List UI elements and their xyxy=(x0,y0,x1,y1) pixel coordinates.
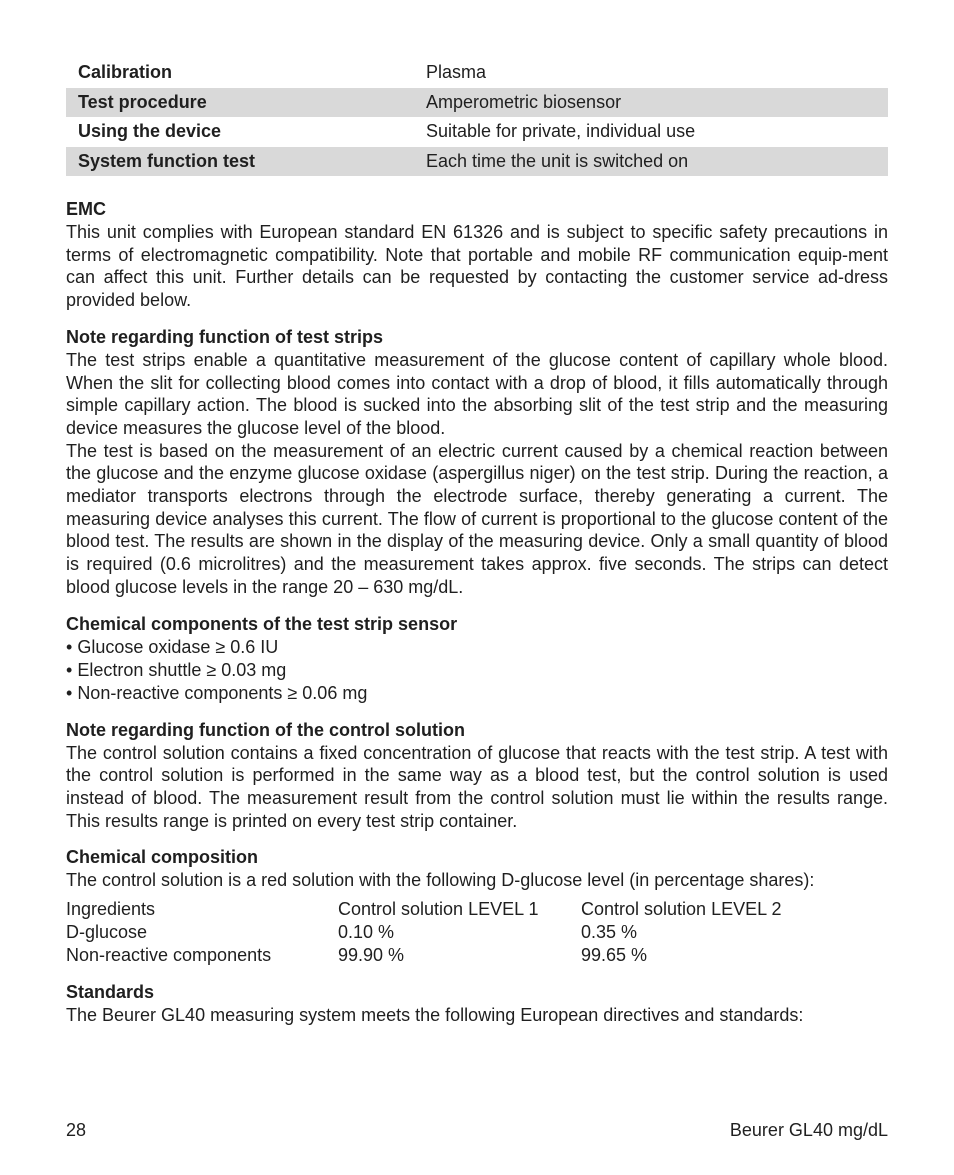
list-item: • Glucose oxidase ≥ 0.6 IU xyxy=(66,636,888,659)
spec-label: Calibration xyxy=(78,62,173,83)
specification-table xyxy=(66,58,888,176)
chemical-components-section xyxy=(66,613,888,705)
spec-row xyxy=(66,58,888,88)
manual-page xyxy=(66,58,888,1027)
table-row xyxy=(66,944,781,967)
spec-row xyxy=(66,117,888,147)
spec-label: System function test xyxy=(66,147,414,177)
spec-label: Test procedure xyxy=(66,88,414,118)
table-cell: Control solution LEVEL 1 xyxy=(338,899,539,920)
list-item: • Electron shuttle ≥ 0.03 mg xyxy=(66,659,888,682)
test-strips-section xyxy=(66,326,888,599)
list-item: • Non-reactive components ≥ 0.06 mg xyxy=(66,682,888,705)
spec-value: Each time the unit is switched on xyxy=(414,147,888,177)
page-number: 28 xyxy=(66,1120,87,1140)
composition-table xyxy=(66,898,781,967)
spec-value: Suitable for private, individual use xyxy=(426,121,696,142)
chemical-composition-section xyxy=(66,846,888,967)
chemical-composition-text: The control solution is a red solution with the following D-glucose level (in percentage shares): xyxy=(66,870,815,891)
control-solution-text: The control solution contains a fixed concentration of glucose that reacts with the test strip. A test with the control solution is performed in the same way as a blood test, but the control solution is used instead of blood. The measurement result from the control solution must lie within the results range. This results range is printed on every test strip container. xyxy=(66,742,888,831)
table-cell: 0.35 % xyxy=(581,922,638,943)
chemical-components-list xyxy=(66,636,888,705)
table-cell: Control solution LEVEL 2 xyxy=(581,899,782,920)
chemical-composition-heading: Chemical composition xyxy=(66,847,259,868)
page-footer xyxy=(66,1120,888,1141)
chemical-components-heading: Chemical components of the test strip sensor xyxy=(66,613,458,634)
standards-heading: Standards xyxy=(66,982,155,1003)
spec-value: Amperometric biosensor xyxy=(414,88,888,118)
spec-label: Using the device xyxy=(78,121,222,142)
table-cell: 0.10 % xyxy=(338,922,395,943)
standards-text: The Beurer GL40 measuring system meets the following European directives and standards: xyxy=(66,1005,804,1026)
emc-text: This unit complies with European standard EN 61326 and is subject to specific safety precautions in terms of electromagnetic compatibility. Note that portable and mobile RF communication equip-ment can affect this unit. Further details can be requested by contacting the customer service ad-dress provided below. xyxy=(66,222,888,311)
table-cell: Ingredients xyxy=(66,899,156,920)
table-cell: 99.90 % xyxy=(338,945,405,966)
spec-row xyxy=(66,147,888,177)
spec-value: Plasma xyxy=(426,62,487,83)
emc-heading: EMC xyxy=(66,199,106,219)
test-strips-paragraph-1: The test strips enable a quantitative measurement of the glucose content of capillary whole blood. When the slit for collecting blood comes into contact with a drop of blood, it fills automatically through simple capillary action. The blood is sucked into the absorbing slit of the test strip and the measuring device measures the glucose level of the blood. xyxy=(66,349,888,438)
table-cell: Non-reactive components xyxy=(66,945,272,966)
table-cell: D-glucose xyxy=(66,922,148,943)
test-strips-paragraph-2: The test is based on the measurement of an electric current caused by a chemical reaction between the glucose and the enzyme glucose oxidase (aspergillus niger) on the test strip. During the reaction, a mediator transports electrons through the electrode surface, thereby generating a current. The measuring device analyses this current. The flow of current is proportional to the glucose content of the blood test. The results are shown in the display of the measuring device. Only a small quantity of blood is required (0.6 microlitres) and the measurement takes approx. five seconds. The strips can detect blood glucose levels in the range 20 – 630 mg/dL. xyxy=(66,440,888,597)
table-row xyxy=(66,921,781,944)
test-strips-heading: Note regarding function of test strips xyxy=(66,326,384,347)
emc-section xyxy=(66,198,888,312)
control-solution-heading: Note regarding function of the control solution xyxy=(66,719,465,740)
spec-row xyxy=(66,88,888,118)
product-name: Beurer GL40 mg/dL xyxy=(729,1120,888,1140)
control-solution-section xyxy=(66,719,888,833)
table-row xyxy=(66,898,781,921)
standards-section xyxy=(66,981,888,1027)
table-cell: 99.65 % xyxy=(581,945,648,966)
